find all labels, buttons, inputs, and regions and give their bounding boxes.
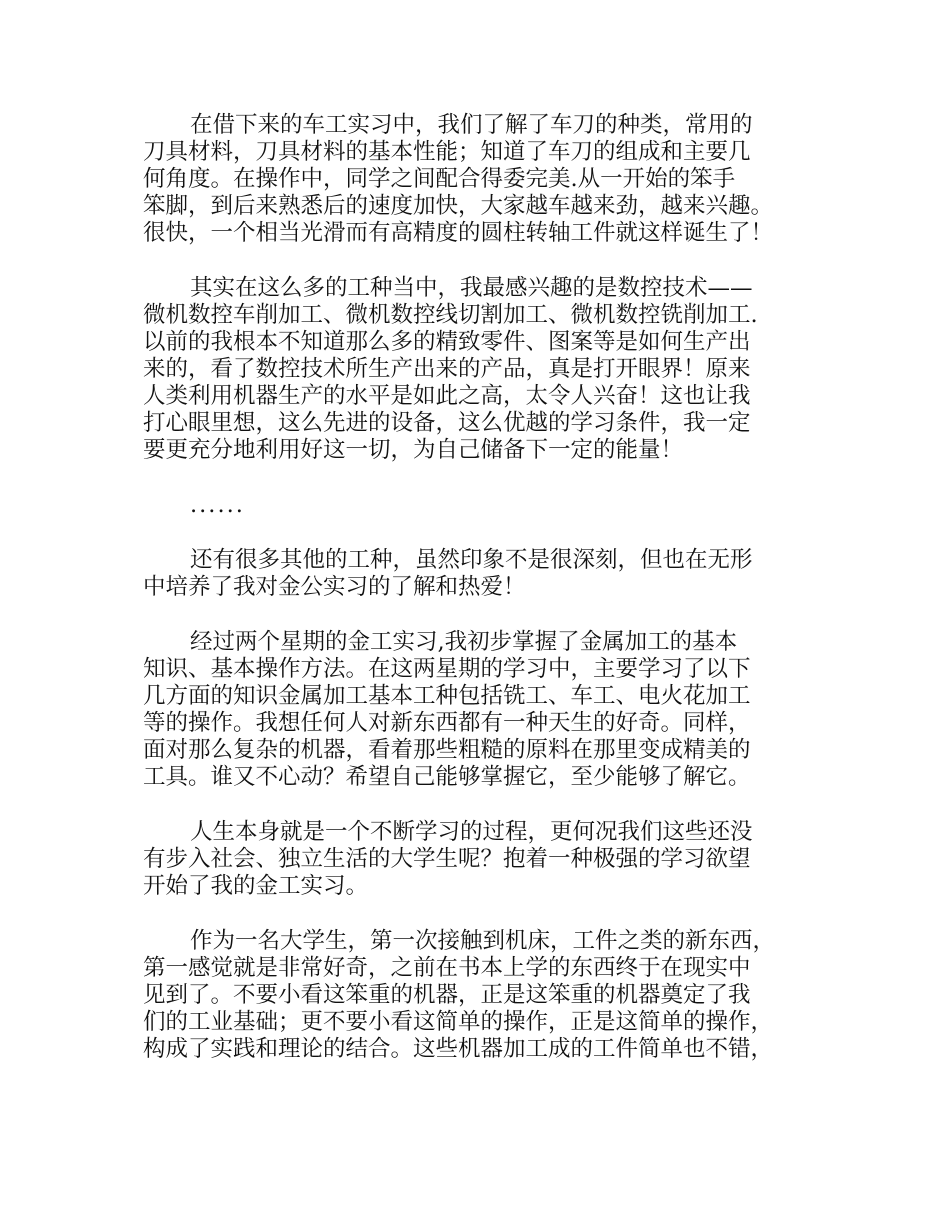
text-line: 何角度。在操作中，同学之间配合得委完美.从一开始的笨手: [143, 166, 736, 192]
text-line: 以前的我根本不知道那么多的精致零件、图案等是如何生产出: [143, 329, 751, 355]
text-line: 人生本身就是一个不断学习的过程，更何况我们这些还没: [190, 819, 753, 845]
text-line: 笨脚，到后来熟悉后的速度加快，大家越车越来劲，越来兴趣。: [143, 193, 774, 219]
text-line: 还有很多其他的工种，虽然印象不是很深刻，但也在无形: [190, 547, 753, 573]
paragraph-other-trades: [143, 547, 828, 601]
text-line: 人类利用机器生产的水平是如此之高，太令人兴奋！这也让我: [143, 383, 751, 409]
text-line: 第一感觉就是非常好奇，之前在书本上学的东西终于在现实中: [143, 955, 751, 981]
text-line: 见到了。不要小看这笨重的机器，正是这笨重的机器奠定了我: [143, 982, 751, 1008]
text-line: 微机数控车削加工、微机数控线切割加工、微机数控铣削加工.: [143, 302, 758, 328]
text-line: 打心眼里想，这么先进的设备，这么优越的学习条件，我一定: [143, 410, 751, 436]
text-line: 面对那么复杂的机器，看着那些粗糙的原料在那里变成精美的: [143, 737, 751, 763]
text-line: 几方面的知识金属加工基本工种包括铣工、车工、电火花加工: [143, 683, 751, 709]
text-line: 知识、基本操作方法。在这两星期的学习中，主要学习了以下: [143, 656, 751, 682]
text-line: 刀具材料，刀具材料的基本性能；知道了车刀的组成和主要几: [143, 139, 751, 165]
text-line: 中培养了我对金公实习的了解和热爱！: [143, 574, 526, 600]
text-line: 有步入社会、独立生活的大学生呢？抱着一种极强的学习欲望: [143, 846, 751, 872]
text-line: 构成了实践和理论的结合。这些机器加工成的工件简单也不错，: [143, 1036, 774, 1062]
text-line: 要更充分地利用好这一切，为自己储备下一定的能量！: [143, 437, 684, 463]
paragraph-life-learning: [143, 819, 828, 900]
text-line: 作为一名大学生，第一次接触到机床，工件之类的新东西，: [190, 928, 776, 954]
text-line: 其实在这么多的工种当中，我最感兴趣的是数控技术——: [190, 275, 753, 301]
document-body: [143, 112, 828, 1091]
text-line: 在借下来的车工实习中，我们了解了车刀的种类，常用的: [190, 112, 753, 138]
paragraph-two-weeks: [143, 629, 828, 791]
ellipsis-separator: ......: [190, 492, 245, 518]
text-line: 们的工业基础；更不要小看这简单的操作，正是这简单的操作，: [143, 1009, 774, 1035]
paragraph-lathe-practice: [143, 112, 828, 247]
text-line: 工具。谁又不心动？希望自己能够掌握它，至少能够了解它。: [143, 764, 751, 790]
text-line: 来的，看了数控技术所生产出来的产品，真是打开眼界！原来: [143, 356, 751, 382]
paragraph-first-contact: [143, 928, 828, 1063]
text-line: 经过两个星期的金工实习,我初步掌握了金属加工的基本: [190, 629, 738, 655]
paragraph-cnc-interest: [143, 275, 828, 464]
text-line: 开始了我的金工实习。: [143, 873, 369, 899]
text-line: 很快，一个相当光滑而有高精度的圆柱转轴工件就这样诞生了！: [143, 220, 774, 246]
text-line: 等的操作。我想任何人对新东西都有一种天生的好奇。同样，: [143, 710, 751, 736]
